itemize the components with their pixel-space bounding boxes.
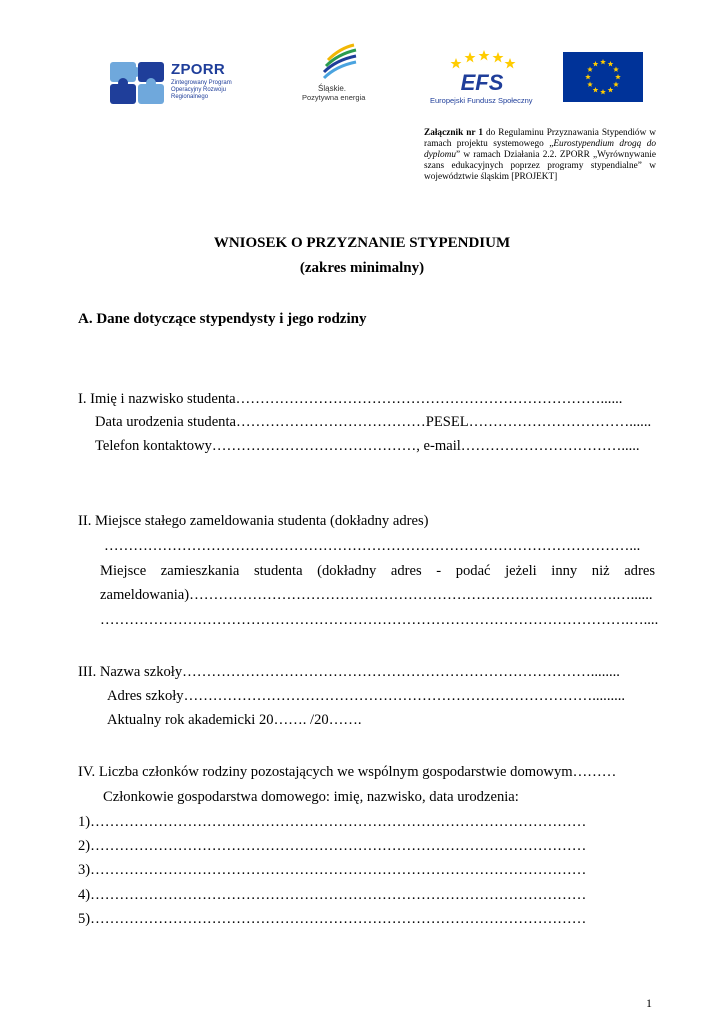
eu-flag-icon [563,52,643,102]
document-title: WNIOSEK O PRZYZNANIE STYPENDIUM [213,235,511,251]
document-subtitle: (zakres minimalny) [299,260,425,276]
section-a-heading: A. Dane dotyczące stypendysty i jego rodziny [78,311,367,327]
school-address-field[interactable]: Adres szkoły…………………………………………………………………………......... [107,688,626,704]
efs-stars-icon [446,50,518,94]
household-member-row[interactable]: 1)………………………………………………………………………………………… [78,814,587,830]
efs-logo [430,50,542,108]
birth-date-pesel-field[interactable]: Data urodzenia studenta…………………………………PESEL……………………………...... [95,414,652,430]
phone-email-field[interactable]: Telefon kontaktowy……………………………………, e-mail……………………………..... [95,438,640,454]
attachment-note [424,128,656,183]
household-members-label: Członkowie gospodarstwa domowego: imię, nazwisko, data urodzenia: [103,789,519,805]
household-member-row[interactable]: 5)………………………………………………………………………………………… [78,911,587,927]
section-ii-heading: II. Miejsce stałego zameldowania studenta (dokładny adres) [78,513,429,529]
note-text-2: ” w ramach Działania 2.2. ZPORR „Wyrównywanie szans edukacyjnych poprzez programy stypendialne” w województwie śląskim [PROJEKT] [424,150,656,182]
project-name: Eurostypendium drogą do dyplomu [424,139,656,160]
household-member-row[interactable]: 4)………………………………………………………………………………………… [78,887,587,903]
residence-address-field[interactable]: zameldowania)…………………………………………………………………………….…...... [100,587,653,603]
permanent-address-field[interactable]: ………………………………………………………………………………………………... [104,538,641,554]
school-name-field[interactable]: III. Nazwa szkoły…………………………………………………………………………........ [78,664,620,680]
household-count-field[interactable]: IV. Liczba członków rodziny pozostających we wspólnym gospodarstwie domowym……… [78,764,617,780]
student-name-field[interactable]: I. Imię i nazwisko studenta…………………………………………………………………...... [78,391,623,407]
slaskie-name: Śląskie. [318,84,347,93]
slaskie-logo [300,42,380,102]
puzzle-icon [108,58,168,106]
residence-address-field-2[interactable]: ……………………………………………………………………………………………….….... [100,612,659,628]
zporr-subtitle: Zintegrowany Program Operacyjny Rozwoju Regionalnego [171,80,232,100]
efs-label: Europejski Fundusz Społeczny [430,96,533,105]
residence-label: Miejsce zamieszkania studenta (dokładny adres - podać jeżeli inny niż adres [100,563,655,579]
slaskie-slogan: Pozytywna energia [302,93,366,102]
academic-year-field[interactable]: Aktualny rok akademicki 20……. /20……. [107,712,362,728]
household-member-row[interactable]: 3)………………………………………………………………………………………… [78,862,587,878]
zporr-logo [108,58,238,106]
household-member-row[interactable]: 2)………………………………………………………………………………………… [78,838,587,854]
slaskie-wave-icon [320,42,360,82]
efs-mark: EFS [460,70,504,94]
page-number: 1 [646,996,652,1010]
zporr-title: ZPORR [171,61,225,78]
note-text-1: do Regulaminu Przyznawania Stypendiów w ramach projektu systemowego „ [424,128,657,149]
attachment-number: Załącznik nr 1 [424,128,484,138]
